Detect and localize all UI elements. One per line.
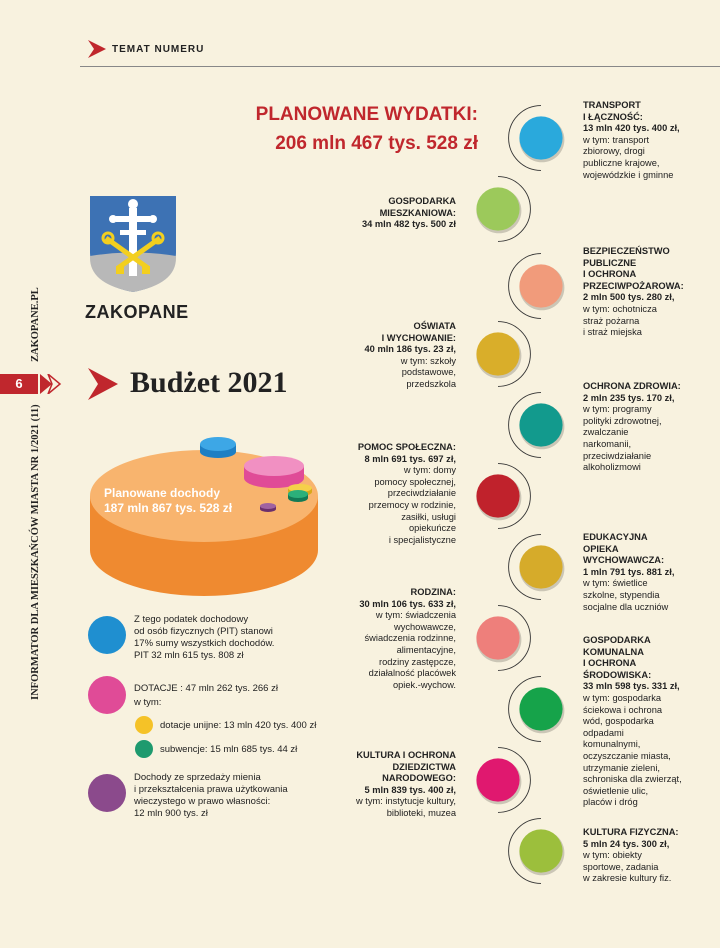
dotacje-legend-text: DOTACJE : 47 mln 262 tys. 266 zł w tym: <box>134 683 278 708</box>
expenses-title-line1: PLANOWANE WYDATKI: <box>255 104 478 125</box>
expenses-title-line2: 206 mln 467 tys. 528 zł <box>275 133 478 154</box>
expense-social-welfare: POMOC SPOŁECZNA: 8 mln 691 tys. 697 zł, w tym: domy pomocy społecznej, przeciwdziałanie przemocy w rodzinie, zasiłki, usługi opiekuńcze i specjalistyczne <box>357 442 456 545</box>
header-divider <box>80 66 720 67</box>
page-number: 6 <box>0 374 38 394</box>
expense-circle <box>505 102 577 174</box>
expense-circle <box>505 673 577 745</box>
property-sale-legend-dot <box>88 774 126 812</box>
section-label: TEMAT NUMERU <box>112 44 205 55</box>
expense-circle <box>462 318 534 390</box>
expense-education: OŚWIATA I WYCHOWANIE: 40 mln 186 tys. 23 zł, w tym: szkoły podstawowe, przedszkola <box>364 321 456 389</box>
expense-culture-heritage: KULTURA I OCHRONA DZIEDZICTWA NARODOWEGO: 5 mln 839 tys. 400 zł, w tym: instytucje kultury, biblioteki, muzea <box>355 750 456 818</box>
expense-educational-care: EDUKACYJNA OPIEKA WYCHOWAWCZA: 1 mln 791 tys. 881 zł, w tym: świetlice szkolne, stypendia socjalne dla uczniów <box>583 532 675 612</box>
expense-circle <box>462 602 534 674</box>
eu-grants-legend-dot <box>135 716 153 734</box>
expense-family: RODZINA: 30 mln 106 tys. 633 zł, w tym: świadczenia wychowawcze, świadczenia rodzinne, alimentacyjne, rodziny zastępcze, działalność placówek opiek.-wychow. <box>359 587 456 690</box>
expense-circle <box>505 250 577 322</box>
budget-title: Budżet 2021 <box>130 366 288 399</box>
income-label-line2: 187 mln 867 tys. 528 zł <box>104 501 233 515</box>
income-label <box>104 486 232 516</box>
coat-of-arms-logo <box>88 194 178 294</box>
pit-legend-dot <box>88 616 126 654</box>
side-site-text: ZAKOPANE.PL <box>30 287 41 362</box>
chevron-arrow-icon <box>86 38 108 60</box>
expense-circle <box>505 389 577 461</box>
pit-legend-text: Z tego podatek dochodowy od osób fizycznych (PIT) stanowi 17% sumy wszystkich dochodów. PIT 32 mln 615 tys. 808 zł <box>134 614 275 661</box>
city-name: ZAKOPANE <box>85 302 189 322</box>
expense-sport: KULTURA FIZYCZNA: 5 mln 24 tys. 300 zł, w tym: obiekty sportowe, zadania w zakresie kultury fiz. <box>583 827 679 884</box>
expense-public-safety: BEZPIECZEŃSTWO PUBLICZNE I OCHRONA PRZECIWPOŻAROWA: 2 mln 500 tys. 280 zł, w tym: ochotnicza straż pożarna i straż miejska <box>583 246 684 338</box>
property-sale-legend-text: Dochody ze sprzedaży mienia i przekształcenia prawa użytkowania wieczystego w prawo własności: 12 mln 900 tys. zł <box>134 772 288 819</box>
expense-circle <box>462 744 534 816</box>
side-publication-text: INFORMATOR DLA MIESZKAŃCÓW MIASTA NR 1/2021 (11) <box>30 404 41 700</box>
subsidies-legend-text: subwencje: 15 mln 685 tys. 44 zł <box>160 744 298 755</box>
expense-transport: TRANSPORT I ŁĄCZNOŚĆ: 13 mln 420 tys. 400 zł, w tym: transport zbiorowy, drogi publiczne krajowe, wojewódzkie i gminne <box>583 100 680 180</box>
subsidies-legend-dot <box>135 740 153 758</box>
expense-health: OCHRONA ZDROWIA: 2 mln 235 tys. 170 zł, w tym: programy polityki zdrowotnej, zwalczanie narkomanii, przeciwdziałanie alkoholizmowi <box>583 381 681 473</box>
income-label-line1: Planowane dochody <box>104 486 221 500</box>
budget-chevron-icon <box>86 366 122 402</box>
expense-municipal-environment: GOSPODARKA KOMUNALNA I OCHRONA ŚRODOWISKA: 33 mln 598 tys. 331 zł, w tym: gospodarka ściekowa i ochrona wód, gospodarka odpadami komunalnymi, oczyszczanie miasta, utrzymanie zieleni, schroniska dla zwierząt, oświetlenie ulic, placów i dróg <box>583 635 682 808</box>
expense-circle <box>505 815 577 887</box>
expense-circle <box>462 173 534 245</box>
eu-grants-legend-text: dotacje unijne: 13 mln 420 tys. 400 zł <box>160 720 317 731</box>
expenses-title <box>238 100 478 158</box>
dotacje-legend-dot <box>88 676 126 714</box>
page-chevron-icon <box>38 374 64 394</box>
expense-circle <box>462 460 534 532</box>
expense-housing: GOSPODARKA MIESZKANIOWA: 34 mln 482 tys. 500 zł <box>361 196 456 230</box>
expense-circle <box>505 531 577 603</box>
